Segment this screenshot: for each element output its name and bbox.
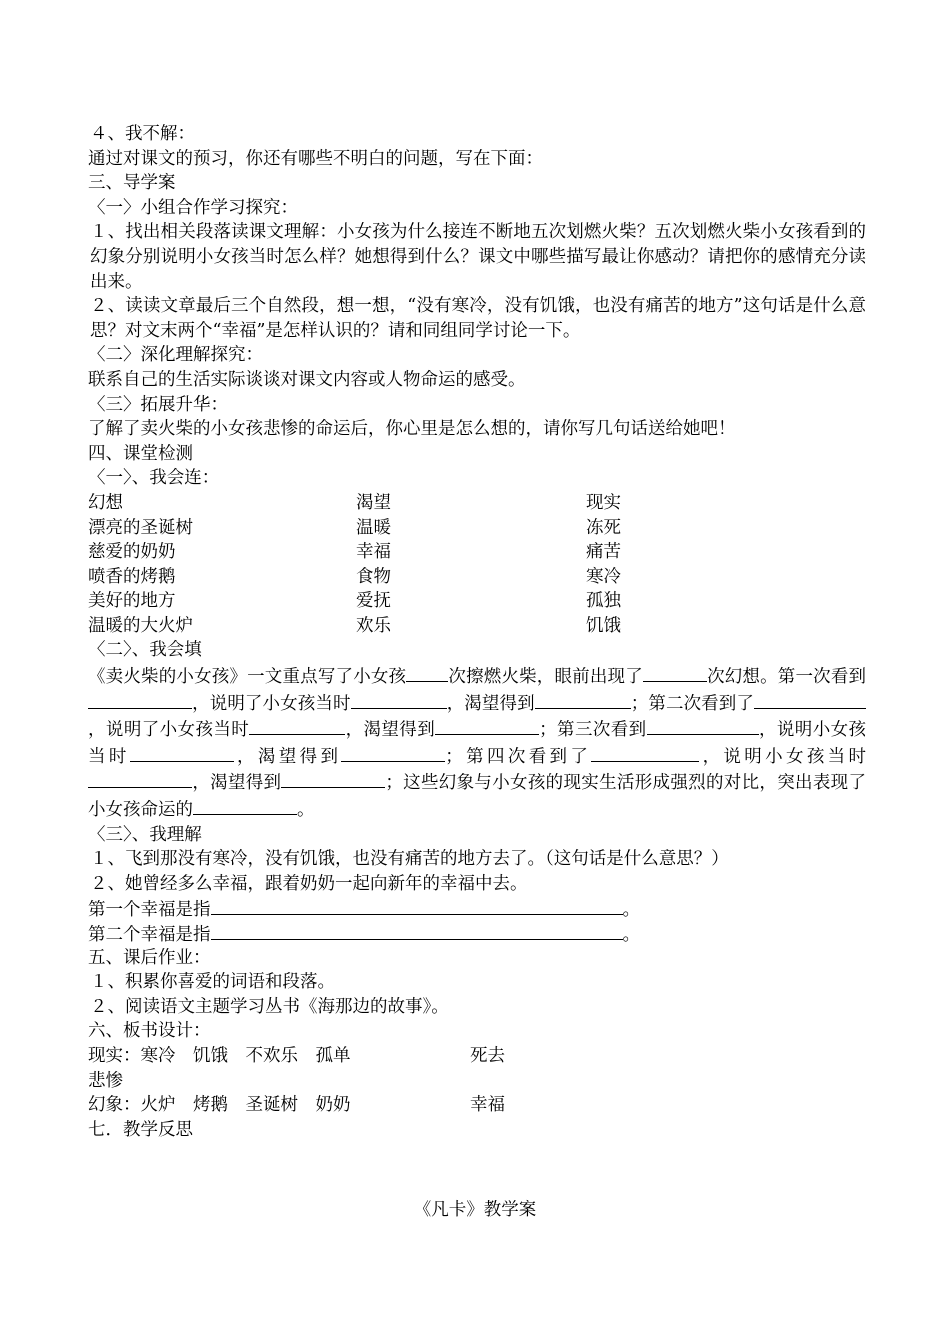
fill-blank[interactable] <box>535 690 631 709</box>
section-3-heading: 三、导学案 <box>88 173 176 194</box>
match-cell: 漂亮的圣诞树 <box>88 517 193 538</box>
match-cell: 幻想 <box>88 492 123 513</box>
board-reality: 现实：寒冷 饥饿 不欢乐 孤单 <box>88 1045 351 1066</box>
question-3-1-2: ２、读读文章最后三个自然段，想一想，“没有寒冷，没有饥饿，也没有痛苦的地方”这句话是什么意思？对文末两个“幸福”是怎样认识的？请和同组同学讨论一下。 <box>90 296 866 341</box>
match-row <box>88 589 866 614</box>
fill-text: ；第四次看到了 <box>445 746 592 767</box>
match-cell: 冻死 <box>586 517 621 538</box>
match-table <box>88 491 866 639</box>
fill-blank[interactable] <box>643 663 707 682</box>
section-4b-heading: 四、课堂检测 <box>88 443 193 464</box>
match-cell: 爱抚 <box>356 591 391 612</box>
fill-paragraph <box>88 663 866 823</box>
match-cell: 欢乐 <box>356 615 391 636</box>
fill-text: ，渴望得到 <box>345 720 436 741</box>
fill-text: 次擦燃火柴，眼前出现了 <box>448 667 643 688</box>
match-cell: 喷香的烤鹅 <box>88 566 176 587</box>
fill-blank[interactable] <box>351 690 447 709</box>
fill-text: ；第二次看到了 <box>630 693 755 714</box>
fill-blank[interactable] <box>88 769 192 788</box>
fill-text: ；这些幻象与小女孩的现实生活形成强烈的对比，突出表现了小女孩命运的 <box>88 773 866 821</box>
subsection-3-3-heading: 〈三〉拓展升华： <box>88 394 228 415</box>
fill-text: ，说明了小女孩当时 <box>88 720 250 741</box>
homework-2: ２、阅读语文主题学习丛书《海那边的故事》。 <box>90 996 449 1017</box>
fill-blank[interactable] <box>88 690 192 709</box>
subsection-3-1-heading: 〈一〉小组合作学习探究： <box>88 197 298 218</box>
fill-blank[interactable] <box>647 716 759 735</box>
document-body <box>88 122 866 1142</box>
subsection-3-2-text: 联系自己的生活实际谈谈对课文内容或人物命运的感受。 <box>88 369 526 390</box>
answer-label: 第一个幸福是指 <box>88 900 211 921</box>
match-row <box>88 491 866 516</box>
fill-text: ；第三次看到 <box>539 720 647 741</box>
match-cell: 温暖 <box>356 517 391 538</box>
next-lesson-title: 《凡卡》教学案 <box>413 1200 537 1220</box>
fill-blank[interactable] <box>193 796 297 815</box>
section-4-prompt: 通过对课文的预习，你还有哪些不明白的问题，写在下面： <box>88 148 543 169</box>
board-fantasy-row <box>88 1093 866 1118</box>
match-cell: 食物 <box>356 566 391 587</box>
match-cell: 饥饿 <box>586 615 621 636</box>
answer-blank[interactable] <box>211 896 623 915</box>
subsection-3-2-heading: 〈二〉深化理解探究： <box>88 345 263 366</box>
match-cell: 孤独 <box>586 591 621 612</box>
board-fantasy-end: 幸福 <box>470 1095 505 1116</box>
answer-period: 。 <box>622 900 640 921</box>
match-cell: 美好的地方 <box>88 591 176 612</box>
match-cell: 寒冷 <box>586 566 621 587</box>
homework-1: １、积累你喜爱的词语和段落。 <box>90 972 335 993</box>
section-5-heading: 五、课后作业： <box>88 947 211 968</box>
match-cell: 渴望 <box>356 492 391 513</box>
answer-blank[interactable] <box>211 921 623 940</box>
fill-blank[interactable] <box>754 690 866 709</box>
understand-question-2: ２、她曾经多么幸福，跟着奶奶一起向新年的幸福中去。 <box>90 873 528 894</box>
understand-question-1: １、飞到那没有寒冷，没有饥饿，也没有痛苦的地方去了。（这句话是什么意思？） <box>90 849 729 870</box>
fill-blank[interactable] <box>281 769 385 788</box>
subsection-3-3-text: 了解了卖火柴的小女孩悲惨的命运后，你心里是怎么想的，请你写几句话送给她吧！ <box>88 419 736 440</box>
fill-text: ，渴望得到 <box>446 693 535 714</box>
fill-text: 次幻想。第一次看到 <box>706 667 867 688</box>
match-row <box>88 540 866 565</box>
fill-blank[interactable] <box>341 743 445 762</box>
fill-text: ，说明小女孩当时 <box>699 746 867 767</box>
understand-heading: 〈三〉、我理解 <box>88 824 202 845</box>
fill-text: ，渴望得到 <box>233 746 342 767</box>
understand-answer-1 <box>88 896 866 921</box>
fill-heading: 〈二〉、我会填 <box>88 640 202 661</box>
match-heading: 〈一〉、我会连： <box>88 468 220 489</box>
board-reality-end: 死去 <box>470 1045 505 1066</box>
section-7-heading: 七．教学反思 <box>88 1119 193 1140</box>
match-cell: 温暖的大火炉 <box>88 615 193 636</box>
fill-text: ，说明了小女孩当时 <box>192 693 351 714</box>
board-fantasy: 幻象：火炉 烤鹅 圣诞树 奶奶 <box>88 1095 351 1116</box>
match-row <box>88 516 866 541</box>
section-4-heading: ４、我不解： <box>90 124 195 144</box>
match-row <box>88 565 866 590</box>
fill-blank[interactable] <box>406 663 448 682</box>
match-row <box>88 614 866 639</box>
question-3-1-1: １、找出相关段落读课文理解：小女孩为什么接连不断地五次划燃火柴？五次划燃火柴小女孩看到的幻象分别说明小女孩当时怎么样？她想得到什么？课文中哪些描写最让你感动？请把你的感情充分读出来。 <box>90 222 866 292</box>
fill-text: 。 <box>297 800 315 821</box>
section-6-heading: 六、板书设计： <box>88 1021 211 1042</box>
fill-text: 《卖火柴的小女孩》一文重点写了小女孩 <box>88 667 407 688</box>
match-cell: 现实 <box>586 492 621 513</box>
answer-label: 第二个幸福是指 <box>88 925 211 945</box>
fill-blank[interactable] <box>435 716 539 735</box>
understand-answer-2 <box>88 921 866 946</box>
fill-blank[interactable] <box>591 743 699 762</box>
match-cell: 痛苦 <box>586 542 621 563</box>
answer-period: 。 <box>622 925 640 945</box>
match-cell: 幸福 <box>356 542 391 563</box>
fill-text: ，说明小女孩当时 <box>88 720 867 767</box>
board-reality-row <box>88 1044 866 1069</box>
fill-text: ，渴望得到 <box>192 773 282 794</box>
fill-blank[interactable] <box>249 716 345 735</box>
match-cell: 慈爱的奶奶 <box>88 542 176 563</box>
fill-blank[interactable] <box>130 743 234 762</box>
board-sad: 悲惨 <box>88 1070 123 1091</box>
